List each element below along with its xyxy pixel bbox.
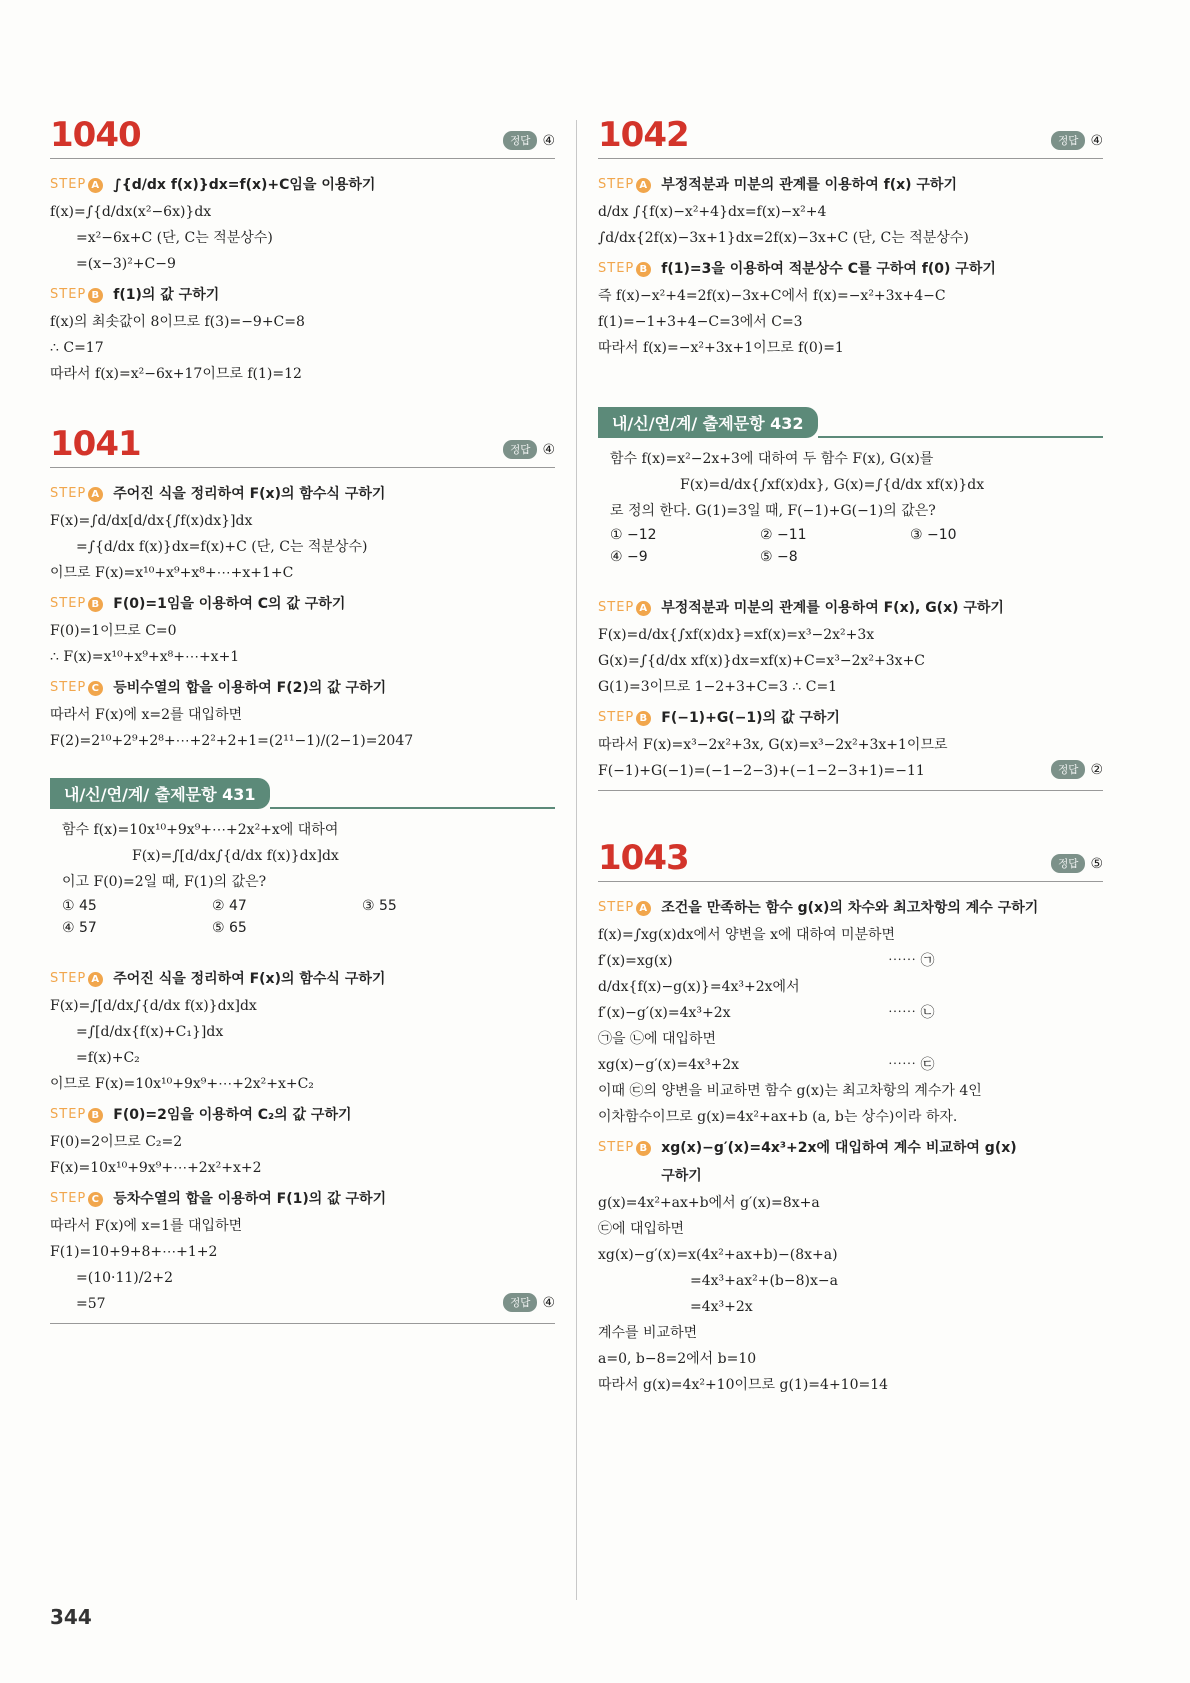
solution-line: 즉 f(x)−x²+4=2f(x)−3x+C에서 f(x)=−x²+3x+4−C — [598, 288, 946, 304]
solution-line: 이므로 F(x)=x¹⁰+x⁹+x⁸+⋯+x+1+C — [50, 565, 294, 581]
problem-number: 1042 — [598, 115, 689, 155]
solution-line: d/dx ∫{f(x)−x²+4}dx=f(x)−x²+4 — [598, 204, 827, 220]
step-tag: STEP A — [598, 894, 651, 922]
question-line: F(x)=∫[d/dx∫{d/dx f(x)}dx]dx — [132, 848, 339, 864]
solution-line: d/dx{f(x)−g(x)}=4x³+2x에서 — [598, 979, 800, 995]
solution-line: =57 — [76, 1296, 106, 1312]
choice-1: ① −12 — [610, 527, 657, 543]
step-tag: STEP A — [50, 480, 103, 508]
step-c — [50, 1185, 555, 1213]
step-title: 부정적분과 미분의 관계를 이용하여 F(x), G(x) 구하기 — [661, 600, 1004, 616]
solution-line: 이차함수이므로 g(x)=4x²+ax+b (a, b는 상수)이라 하자. — [598, 1109, 958, 1125]
equation-marker: ⋯⋯ ㉡ — [888, 1005, 935, 1021]
step-b — [50, 281, 555, 309]
step-tag: STEP B — [598, 704, 651, 732]
step-b — [598, 255, 1103, 283]
step-title: F(−1)+G(−1)의 값 구하기 — [661, 710, 840, 726]
step-tag: STEP A — [50, 965, 103, 993]
answer-badge — [503, 131, 555, 150]
solution-line: =∫[d/dx{f(x)+C₁}]dx — [76, 1024, 224, 1040]
solution-line: 이므로 F(x)=10x¹⁰+9x⁹+⋯+2x²+x+C₂ — [50, 1076, 314, 1092]
solution-line: F(0)=2이므로 C₂=2 — [50, 1134, 183, 1150]
solution-line: F(2)=2¹⁰+2⁹+2⁸+⋯+2²+2+1=(2¹¹−1)/(2−1)=2047 — [50, 733, 414, 749]
choice-2: ② 47 — [212, 898, 247, 914]
question-line: 함수 f(x)=10x¹⁰+9x⁹+⋯+2x²+x에 대하여 — [62, 822, 339, 838]
problem-1043 — [598, 838, 1103, 1398]
answer-badge — [1051, 131, 1103, 150]
linked-problem-header — [50, 778, 555, 809]
right-column — [598, 115, 1103, 1398]
solution-line: F(1)=10+9+8+⋯+1+2 — [50, 1244, 218, 1260]
step-b — [50, 1101, 555, 1129]
solution-line: 따라서 f(x)=x²−6x+17이므로 f(1)=12 — [50, 366, 302, 382]
step-tag: STEP B — [598, 255, 651, 283]
solution-line: 따라서 F(x)에 x=2를 대입하면 — [50, 707, 243, 723]
step-tag: STEP A — [50, 171, 103, 199]
section-end-rule — [598, 790, 1103, 791]
problem-number: 1043 — [598, 838, 689, 878]
step-tag: STEP A — [598, 171, 651, 199]
answer-value: ④ — [1090, 132, 1103, 149]
answer-choices — [62, 895, 545, 939]
solution-line: f(x)=∫{d/dx(x²−6x)}dx — [50, 204, 212, 220]
problem-1042 — [598, 115, 1103, 361]
question-line: F(x)=d/dx{∫xf(x)dx}, G(x)=∫{d/dx xf(x)}dx — [680, 477, 985, 493]
step-title: F(0)=2임을 이용하여 C₂의 값 구하기 — [113, 1107, 352, 1123]
step-a — [50, 965, 555, 993]
solution-line: F(−1)+G(−1)=(−1−2−3)+(−1−2−3+1)=−11 — [598, 763, 925, 779]
solution-line: 따라서 f(x)=−x²+3x+1이므로 f(0)=1 — [598, 340, 844, 356]
solution-line: ㉠을 ㉡에 대입하면 — [598, 1031, 717, 1047]
answer-label: 정답 — [503, 131, 537, 150]
linked-problem-tag: 내/신/연/계/ 출제문항 431 — [50, 778, 270, 809]
step-title: 부정적분과 미분의 관계를 이용하여 f(x) 구하기 — [661, 177, 957, 193]
step-tag: STEP B — [598, 1134, 651, 1162]
linked-problem-question — [598, 438, 1103, 574]
linked-problem-432 — [598, 407, 1103, 791]
solution-line: ∫d/dx{2f(x)−3x+1}dx=2f(x)−3x+C (단, C는 적분상수) — [598, 230, 969, 246]
step-b — [598, 1134, 1103, 1190]
column-divider — [576, 120, 577, 1600]
problem-header — [50, 424, 555, 468]
linked-problem-tag: 내/신/연/계/ 출제문항 432 — [598, 407, 818, 438]
problem-1040 — [50, 115, 555, 387]
page-number: 344 — [50, 1605, 92, 1629]
solution-line: F(x)=∫[d/dx∫{d/dx f(x)}dx]dx — [50, 998, 257, 1014]
equation-marker: ⋯⋯ ㉢ — [888, 1057, 935, 1073]
problem-header — [598, 115, 1103, 159]
problem-number: 1040 — [50, 115, 141, 155]
solution-line: f′(x)=xg(x) ⋯⋯ ㉠ — [598, 948, 1103, 974]
answer-value: ② — [1090, 761, 1103, 778]
step-title: 주어진 식을 정리하여 F(x)의 함수식 구하기 — [113, 971, 386, 987]
answer-badge — [503, 1293, 555, 1312]
solution-line: =f(x)+C₂ — [76, 1050, 140, 1066]
step-tag: STEP B — [50, 281, 103, 309]
step-a — [598, 594, 1103, 622]
step-tag: STEP B — [50, 590, 103, 618]
question-line: 로 정의 한다. G(1)=3일 때, F(−1)+G(−1)의 값은? — [610, 503, 936, 519]
solution-line: ㉢에 대입하면 — [598, 1221, 685, 1237]
answer-value: ④ — [542, 1294, 555, 1311]
step-b — [598, 704, 1103, 732]
choice-5: ⑤ −8 — [760, 549, 798, 565]
solution-line: =4x³+2x — [690, 1299, 753, 1315]
solution-line: xg(x)−g′(x)=x(4x²+ax+b)−(8x+a) — [598, 1247, 838, 1263]
problem-1041 — [50, 424, 555, 754]
step-title: 등비수열의 합을 이용하여 F(2)의 값 구하기 — [113, 680, 387, 696]
answer-badge — [1051, 760, 1103, 779]
step-title: 주어진 식을 정리하여 F(x)의 함수식 구하기 — [113, 486, 386, 502]
solution-line: xg(x)−g′(x)=4x³+2x ⋯⋯ ㉢ — [598, 1052, 1103, 1078]
answer-badge — [503, 440, 555, 459]
answer-label: 정답 — [503, 1293, 537, 1312]
choice-5: ⑤ 65 — [212, 920, 247, 936]
solution-line: f(x)의 최솟값이 8이므로 f(3)=−9+C=8 — [50, 314, 305, 330]
solution-line: ∴ C=17 — [50, 340, 104, 356]
step-tag: STEP C — [50, 674, 103, 702]
linked-problem-header — [598, 407, 1103, 438]
question-line: 함수 f(x)=x²−2x+3에 대하여 두 함수 F(x), G(x)를 — [610, 451, 934, 467]
solution-line: G(1)=3이므로 1−2+3+C=3 ∴ C=1 — [598, 679, 838, 695]
solution-line: f(1)=−1+3+4−C=3에서 C=3 — [598, 314, 803, 330]
answer-label: 정답 — [503, 440, 537, 459]
linked-problem-431 — [50, 778, 555, 1324]
solution-line: 계수를 비교하면 — [598, 1325, 698, 1341]
answer-label: 정답 — [1051, 131, 1085, 150]
solution-line: =∫{d/dx f(x)}dx=f(x)+C (단, C는 적분상수) — [76, 539, 368, 555]
choice-3: ③ 55 — [362, 898, 397, 914]
solution-line: =(x−3)²+C−9 — [76, 256, 176, 272]
solution-line: 따라서 g(x)=4x²+10이므로 g(1)=4+10=14 — [598, 1377, 889, 1393]
solution-line: F(x)=d/dx{∫xf(x)dx}=xf(x)=x³−2x²+3x — [598, 627, 875, 643]
solution-line: G(x)=∫{d/dx xf(x)}dx=xf(x)+C=x³−2x²+3x+C — [598, 653, 926, 669]
step-title: ∫{d/dx f(x)}dx=f(x)+C임을 이용하기 — [113, 177, 376, 193]
solution-line: g(x)=4x²+ax+b에서 g′(x)=8x+a — [598, 1195, 820, 1211]
left-column — [50, 115, 555, 1324]
step-title: xg(x)−g′(x)=4x³+2x에 대입하여 계수 비교하여 g(x) 구하기 — [661, 1140, 1017, 1184]
step-title: f(1)=3을 이용하여 적분상수 C를 구하여 f(0) 구하기 — [661, 261, 996, 277]
solution-line: F(0)=1이므로 C=0 — [50, 623, 177, 639]
answer-value: ④ — [542, 132, 555, 149]
step-title: F(0)=1임을 이용하여 C의 값 구하기 — [113, 596, 346, 612]
solution-line: 이때 ㉢의 양변을 비교하면 함수 g(x)는 최고차항의 계수가 4인 — [598, 1083, 982, 1099]
solution-line: =(10·11)/2+2 — [76, 1270, 173, 1286]
step-a — [598, 171, 1103, 199]
step-title: 조건을 만족하는 함수 g(x)의 차수와 최고차항의 계수 구하기 — [661, 900, 1039, 916]
answer-badge — [1051, 854, 1103, 873]
step-tag: STEP C — [50, 1185, 103, 1213]
solution-line: a=0, b−8=2에서 b=10 — [598, 1351, 757, 1367]
step-title: f(1)의 값 구하기 — [113, 287, 220, 303]
question-line: 이고 F(0)=2일 때, F(1)의 값은? — [62, 874, 267, 890]
solution-line: ∴ F(x)=x¹⁰+x⁹+x⁸+⋯+x+1 — [50, 649, 240, 665]
step-a — [50, 480, 555, 508]
solution-line: f′(x)−g′(x)=4x³+2x ⋯⋯ ㉡ — [598, 1000, 1103, 1026]
step-title: 등차수열의 합을 이용하여 F(1)의 값 구하기 — [113, 1191, 387, 1207]
step-a — [50, 171, 555, 199]
step-tag: STEP A — [598, 594, 651, 622]
answer-choices — [610, 524, 1093, 568]
step-c — [50, 674, 555, 702]
problem-header — [50, 115, 555, 159]
section-end-rule — [50, 1323, 555, 1324]
problem-number: 1041 — [50, 424, 141, 464]
solution-line: 따라서 F(x)=x³−2x²+3x, G(x)=x³−2x²+3x+1이므로 — [598, 737, 948, 753]
solution-line: =x²−6x+C (단, C는 적분상수) — [76, 230, 273, 246]
step-b — [50, 590, 555, 618]
answer-label: 정답 — [1051, 760, 1085, 779]
solution-line: 따라서 F(x)에 x=1를 대입하면 — [50, 1218, 243, 1234]
equation-marker: ⋯⋯ ㉠ — [888, 953, 935, 969]
answer-value: ④ — [542, 441, 555, 458]
solution-line: f(x)=∫xg(x)dx에서 양변을 x에 대하여 미분하면 — [598, 927, 896, 943]
answer-label: 정답 — [1051, 854, 1085, 873]
linked-problem-question — [50, 809, 555, 945]
problem-header — [598, 838, 1103, 882]
solution-line: F(x)=10x¹⁰+9x⁹+⋯+2x²+x+2 — [50, 1160, 262, 1176]
step-tag: STEP B — [50, 1101, 103, 1129]
choice-4: ④ −9 — [610, 549, 648, 565]
choice-1: ① 45 — [62, 898, 97, 914]
choice-3: ③ −10 — [910, 527, 957, 543]
solution-line: =4x³+ax²+(b−8)x−a — [690, 1273, 838, 1289]
answer-value: ⑤ — [1090, 855, 1103, 872]
solution-line: F(x)=∫d/dx[d/dx{∫f(x)dx}]dx — [50, 513, 253, 529]
choice-4: ④ 57 — [62, 920, 97, 936]
step-a — [598, 894, 1103, 922]
choice-2: ② −11 — [760, 527, 807, 543]
